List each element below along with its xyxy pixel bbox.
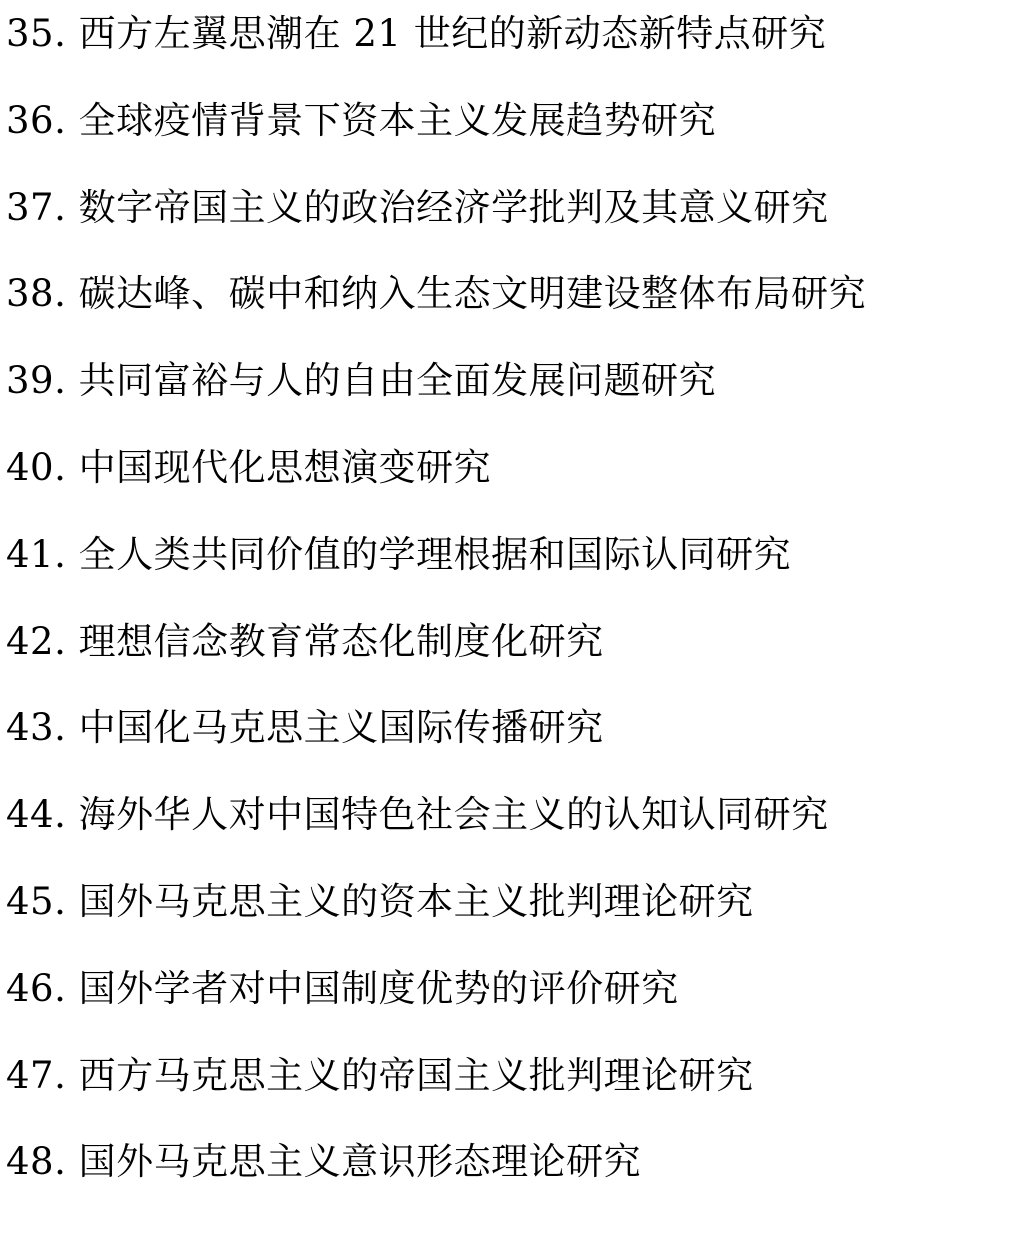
list-item: 45. 国外马克思主义的资本主义批判理论研究	[6, 879, 754, 923]
topic-list	[6, 8, 1010, 1223]
list-item: 36. 全球疫情背景下资本主义发展趋势研究	[6, 98, 717, 142]
list-item: 38. 碳达峰、碳中和纳入生态文明建设整体布局研究	[6, 272, 867, 316]
list-item: 41. 全人类共同价值的学理根据和国际认同研究	[6, 532, 792, 576]
list-item: 40. 中国现代化思想演变研究	[6, 445, 492, 489]
list-item: 44. 海外华人对中国特色社会主义的认知认同研究	[6, 793, 829, 837]
list-item: 43. 中国化马克思主义国际传播研究	[6, 706, 604, 750]
list-item: 37. 数字帝国主义的政治经济学批判及其意义研究	[6, 185, 829, 229]
list-item: 42. 理想信念教育常态化制度化研究	[6, 619, 604, 663]
list-item: 35. 西方左翼思潮在 21 世纪的新动态新特点研究	[6, 12, 827, 55]
list-item: 39. 共同富裕与人的自由全面发展问题研究	[6, 359, 717, 403]
list-item: 48. 国外马克思主义意识形态理论研究	[6, 1140, 642, 1184]
list-item: 46. 国外学者对中国制度优势的评价研究	[6, 966, 679, 1010]
list-item: 47. 西方马克思主义的帝国主义批判理论研究	[6, 1053, 754, 1097]
